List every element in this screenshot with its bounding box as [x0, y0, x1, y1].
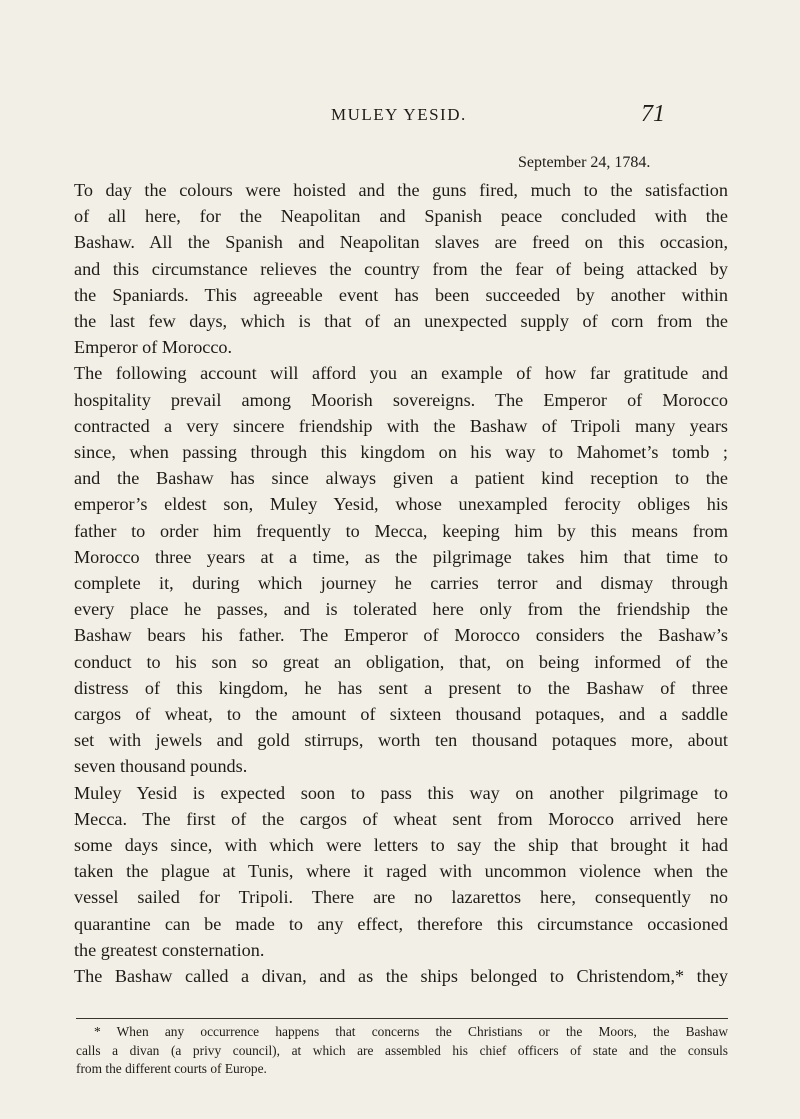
text-line: Muley Yesid is expected soon to pass this way on another pilgrimage to: [74, 782, 728, 803]
footnote-line: calls a divan (a privy council), at which are assembled his chief officers of state and the consuls: [76, 1042, 728, 1058]
text-line: the Spaniards. This agreeable event has been succeeded by another within: [74, 284, 728, 305]
text-line: The following account will afford you an example of how far gratitude and: [74, 363, 728, 384]
text-line: and the Bashaw has since always given a patient kind reception to the: [74, 468, 728, 489]
text-line: since, when passing through this kingdom on his way to Mahomet’s tomb ;: [74, 442, 728, 463]
text-line: vessel sailed for Tripoli. There are no lazarettos here, consequently no: [74, 887, 728, 908]
letter-dateline: September 24, 1784.: [518, 154, 651, 171]
text-line: Bashaw. All the Spanish and Neapolitan slaves are freed on this occasion,: [74, 232, 728, 253]
text-line: of all here, for the Neapolitan and Spanish peace concluded with the: [74, 206, 728, 227]
text-line: Bashaw bears his father. The Emperor of Morocco considers the Bashaw’s: [74, 625, 728, 646]
text-line: quarantine can be made to any effect, therefore this circumstance occasioned: [74, 913, 728, 934]
page-number: 71: [641, 101, 665, 127]
running-head-title: MULEY YESID.: [331, 105, 467, 124]
paragraph: [74, 780, 728, 963]
text-line: and this circumstance relieves the country from the fear of being attacked by: [74, 258, 728, 279]
text-line: the last few days, which is that of an unexpected supply of corn from the: [74, 311, 728, 332]
text-line: contracted a very sincere friendship with the Bashaw of Tripoli many years: [74, 415, 728, 436]
text-line: distress of this kingdom, he has sent a present to the Bashaw of three: [74, 677, 728, 698]
text-line: some days since, with which were letters to say the ship that brought it had: [74, 835, 728, 856]
text-line: The Bashaw called a divan, and as the ships belonged to Christendom,* they: [74, 966, 728, 987]
footnote-line: from the different courts of Europe.: [76, 1061, 267, 1077]
paragraph: [74, 963, 728, 989]
footnote-rule: [76, 1018, 728, 1019]
text-line: father to order him frequently to Mecca, keeping him by this means from: [74, 520, 728, 541]
text-line: set with jewels and gold stirrups, worth ten thousand potaques more, about: [74, 730, 728, 751]
text-line: cargos of wheat, to the amount of sixteen thousand potaques, and a saddle: [74, 704, 728, 725]
text-line: Mecca. The first of the cargos of wheat sent from Morocco arrived here: [74, 808, 728, 829]
text-line: every place he passes, and is tolerated here only from the friendship the: [74, 599, 728, 620]
body-text: [74, 177, 728, 989]
text-line: complete it, during which journey he carries terror and dismay through: [74, 573, 728, 594]
text-line: Morocco three years at a time, as the pilgrimage takes him that time to: [74, 546, 728, 567]
text-line: taken the plague at Tunis, where it raged with uncommon violence when the: [74, 861, 728, 882]
text-line: Emperor of Morocco.: [74, 337, 233, 358]
text-line: conduct to his son so great an obligation, that, on being informed of the: [74, 651, 728, 672]
paragraph: [74, 177, 728, 360]
footnote: [76, 1023, 728, 1079]
paragraph: [74, 360, 728, 779]
footnote-line: * When any occurrence happens that concerns the Christians or the Moors, the Bashaw: [94, 1024, 728, 1039]
running-head: [0, 101, 800, 131]
text-line: the greatest consternation.: [74, 939, 265, 960]
text-line: emperor’s eldest son, Muley Yesid, whose unexampled ferocity obliges his: [74, 494, 728, 515]
text-line: To day the colours were hoisted and the guns fired, much to the satisfaction: [74, 180, 728, 200]
text-line: seven thousand pounds.: [74, 756, 248, 777]
text-line: hospitality prevail among Moorish sovereigns. The Emperor of Morocco: [74, 389, 728, 410]
